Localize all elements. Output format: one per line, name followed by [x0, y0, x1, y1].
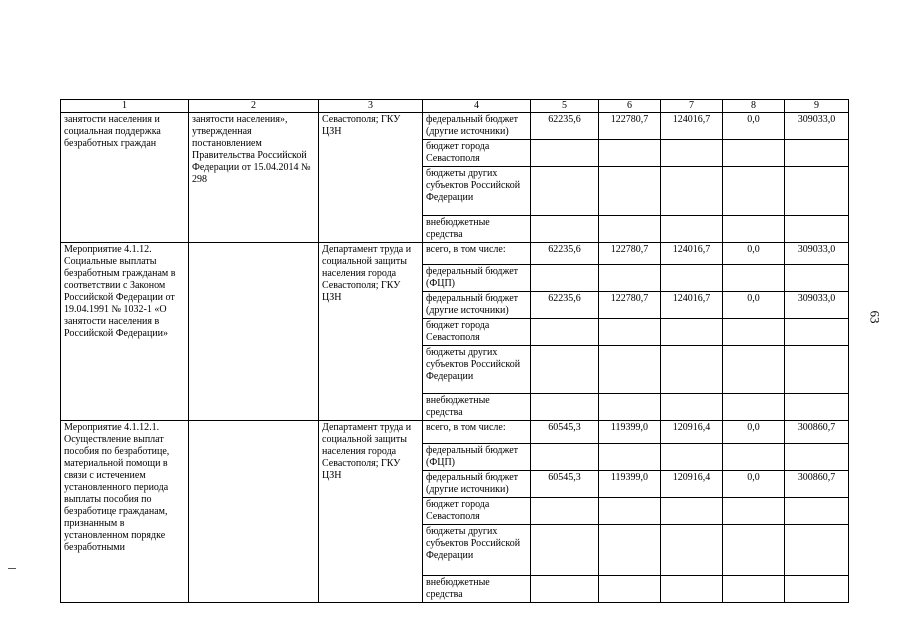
amount-cell-v7 [661, 346, 723, 394]
amount-cell-v5 [531, 576, 599, 603]
amount-cell-v7 [661, 167, 723, 216]
amount-cell-v8 [723, 498, 785, 525]
amount-cell-v8 [723, 444, 785, 471]
amount-cell-v6 [599, 319, 661, 346]
amount-cell-v9 [785, 525, 849, 576]
margin-mark [8, 568, 16, 569]
program-table-body [61, 100, 849, 603]
amount-cell-v9 [785, 394, 849, 421]
amount-cell-v9 [785, 576, 849, 603]
amount-cell-v9: 300860,7 [785, 471, 849, 498]
column-number-row [61, 100, 849, 113]
funding-source-cell: всего, в том числе: [423, 421, 531, 444]
amount-cell-v6 [599, 216, 661, 243]
amount-cell-v6: 122780,7 [599, 292, 661, 319]
measure-name-cell: занятости населения и социальная поддержка безработных граждан [61, 113, 189, 243]
column-number-8: 8 [723, 100, 785, 113]
funding-source-cell: федеральный бюджет (другие источники) [423, 113, 531, 140]
table-row [61, 421, 849, 444]
amount-cell-v6: 122780,7 [599, 113, 661, 140]
amount-cell-v8 [723, 140, 785, 167]
funding-source-cell: федеральный бюджет (ФЦП) [423, 265, 531, 292]
funding-source-cell: федеральный бюджет (другие источники) [423, 292, 531, 319]
funding-source-cell: бюджеты других субъектов Российской Федерации [423, 167, 531, 216]
amount-cell-v6 [599, 265, 661, 292]
funding-source-cell: бюджеты других субъектов Российской Федерации [423, 525, 531, 576]
amount-cell-v5 [531, 265, 599, 292]
column-number-4: 4 [423, 100, 531, 113]
amount-cell-v9 [785, 498, 849, 525]
column-number-3: 3 [319, 100, 423, 113]
amount-cell-v5: 62235,6 [531, 243, 599, 265]
amount-cell-v9: 300860,7 [785, 421, 849, 444]
amount-cell-v8 [723, 346, 785, 394]
amount-cell-v7: 124016,7 [661, 292, 723, 319]
amount-cell-v9: 309033,0 [785, 292, 849, 319]
measure-name-cell: Мероприятие 4.1.12. Социальные выплаты безработным гражданам в соответствии с Законом Российской Федерации от 19.04.1991 № 1032-1 «О занятости населения в Российской Федерации» [61, 243, 189, 421]
funding-source-cell: внебюджетные средства [423, 394, 531, 421]
amount-cell-v8 [723, 265, 785, 292]
amount-cell-v8 [723, 394, 785, 421]
amount-cell-v6 [599, 346, 661, 394]
amount-cell-v7 [661, 140, 723, 167]
amount-cell-v6: 122780,7 [599, 243, 661, 265]
funding-source-cell: федеральный бюджет (другие источники) [423, 471, 531, 498]
amount-cell-v7 [661, 394, 723, 421]
table-row [61, 243, 849, 265]
amount-cell-v9 [785, 167, 849, 216]
column-number-9: 9 [785, 100, 849, 113]
amount-cell-v6 [599, 525, 661, 576]
amount-cell-v9 [785, 319, 849, 346]
amount-cell-v8 [723, 216, 785, 243]
legal-basis-cell [189, 243, 319, 421]
amount-cell-v9 [785, 346, 849, 394]
legal-basis-cell [189, 421, 319, 603]
amount-cell-v8: 0,0 [723, 113, 785, 140]
amount-cell-v5 [531, 394, 599, 421]
column-number-2: 2 [189, 100, 319, 113]
amount-cell-v6 [599, 576, 661, 603]
amount-cell-v8 [723, 525, 785, 576]
amount-cell-v6: 119399,0 [599, 421, 661, 444]
amount-cell-v9: 309033,0 [785, 113, 849, 140]
amount-cell-v5 [531, 444, 599, 471]
amount-cell-v5: 62235,6 [531, 113, 599, 140]
executor-cell: Департамент труда и социальной защиты населения города Севастополя; ГКУ ЦЗН [319, 421, 423, 603]
funding-source-cell: внебюджетные средства [423, 216, 531, 243]
amount-cell-v9 [785, 265, 849, 292]
amount-cell-v5: 60545,3 [531, 471, 599, 498]
amount-cell-v7: 120916,4 [661, 421, 723, 444]
table-row [61, 113, 849, 140]
amount-cell-v8: 0,0 [723, 243, 785, 265]
column-number-5: 5 [531, 100, 599, 113]
amount-cell-v7 [661, 216, 723, 243]
amount-cell-v6 [599, 444, 661, 471]
program-table-container [60, 99, 848, 599]
measure-name-cell: Мероприятие 4.1.12.1. Осуществление выплат пособия по безработице, материальной помощи в связи с истечением установленного периода выплаты пособия по безработице гражданам, признанным в установленном порядке безработными [61, 421, 189, 603]
amount-cell-v7: 124016,7 [661, 243, 723, 265]
amount-cell-v6 [599, 394, 661, 421]
funding-source-cell: бюджет города Севастополя [423, 498, 531, 525]
amount-cell-v5 [531, 216, 599, 243]
amount-cell-v7 [661, 265, 723, 292]
amount-cell-v8 [723, 319, 785, 346]
amount-cell-v7 [661, 498, 723, 525]
amount-cell-v8: 0,0 [723, 421, 785, 444]
amount-cell-v5 [531, 346, 599, 394]
column-number-1: 1 [61, 100, 189, 113]
funding-source-cell: всего, в том числе: [423, 243, 531, 265]
amount-cell-v8: 0,0 [723, 471, 785, 498]
amount-cell-v8: 0,0 [723, 292, 785, 319]
amount-cell-v5 [531, 319, 599, 346]
executor-cell: Севастополя; ГКУ ЦЗН [319, 113, 423, 243]
amount-cell-v5 [531, 167, 599, 216]
column-number-7: 7 [661, 100, 723, 113]
amount-cell-v7 [661, 525, 723, 576]
amount-cell-v5: 60545,3 [531, 421, 599, 444]
funding-source-cell: бюджет города Севастополя [423, 140, 531, 167]
amount-cell-v6 [599, 498, 661, 525]
amount-cell-v5 [531, 140, 599, 167]
amount-cell-v7 [661, 576, 723, 603]
amount-cell-v5: 62235,6 [531, 292, 599, 319]
page-number: 63 [867, 310, 883, 324]
funding-source-cell: внебюджетные средства [423, 576, 531, 603]
funding-source-cell: бюджеты других субъектов Российской Федерации [423, 346, 531, 394]
amount-cell-v9 [785, 216, 849, 243]
amount-cell-v9 [785, 140, 849, 167]
legal-basis-cell: занятости населения», утвержденная постановлением Правительства Российской Федерации от 15.04.2014 № 298 [189, 113, 319, 243]
amount-cell-v7 [661, 444, 723, 471]
amount-cell-v5 [531, 498, 599, 525]
executor-cell: Департамент труда и социальной защиты населения города Севастополя; ГКУ ЦЗН [319, 243, 423, 421]
amount-cell-v6 [599, 140, 661, 167]
amount-cell-v6 [599, 167, 661, 216]
amount-cell-v9 [785, 444, 849, 471]
amount-cell-v7 [661, 319, 723, 346]
amount-cell-v9: 309033,0 [785, 243, 849, 265]
amount-cell-v5 [531, 525, 599, 576]
amount-cell-v8 [723, 576, 785, 603]
amount-cell-v7: 124016,7 [661, 113, 723, 140]
column-number-6: 6 [599, 100, 661, 113]
amount-cell-v7: 120916,4 [661, 471, 723, 498]
program-table [60, 99, 849, 603]
funding-source-cell: федеральный бюджет (ФЦП) [423, 444, 531, 471]
funding-source-cell: бюджет города Севастополя [423, 319, 531, 346]
amount-cell-v6: 119399,0 [599, 471, 661, 498]
amount-cell-v8 [723, 167, 785, 216]
